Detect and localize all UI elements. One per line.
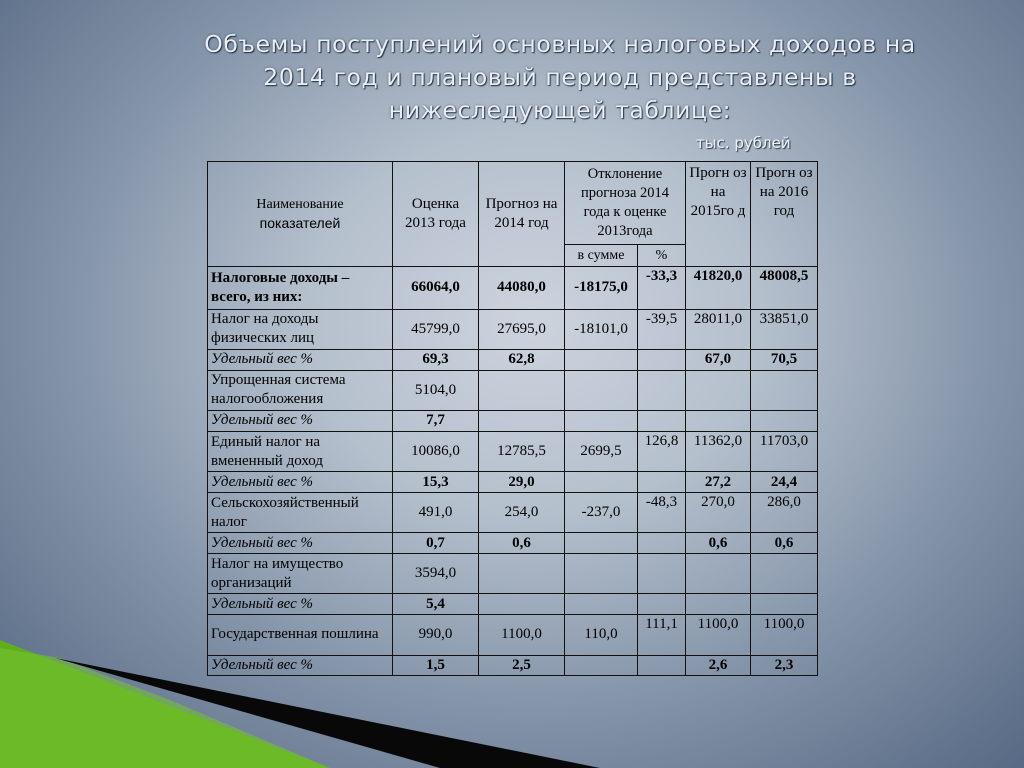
- cell-dev-pct: [638, 472, 686, 492]
- cell-dev-sum: [565, 350, 638, 370]
- table-body: [208, 266, 818, 675]
- cell-dev-sum: [565, 370, 638, 411]
- cell-est2013: 5104,0: [393, 370, 479, 411]
- cell-dev-pct: 111,1: [638, 614, 686, 655]
- cell-dev-pct: -39,5: [638, 309, 686, 350]
- cell-est2013: 491,0: [393, 492, 479, 533]
- cell-dev-sum: [565, 472, 638, 492]
- cell-est2013: 69,3: [393, 350, 479, 370]
- table-row: [208, 266, 818, 309]
- cell-fc2015: [686, 411, 751, 431]
- header-deviation-percent: %: [638, 245, 686, 266]
- cell-fc2016: 11703,0: [751, 431, 818, 472]
- cell-name: Упрощенная система налогообложения: [208, 370, 393, 411]
- table-row: [208, 370, 818, 411]
- cell-fc2015: [686, 370, 751, 411]
- cell-dev-sum: 2699,5: [565, 431, 638, 472]
- cell-name: Налог на имущество организаций: [208, 553, 393, 594]
- cell-dev-sum: -237,0: [565, 492, 638, 533]
- cell-fc2015: [686, 553, 751, 594]
- cell-dev-sum: [565, 553, 638, 594]
- cell-est2013: 5,4: [393, 594, 479, 614]
- cell-fc2014: 0,6: [479, 533, 565, 553]
- header-forecast-2015: Прогн оз на 2015го д: [686, 162, 751, 267]
- cell-name: Государственная пошлина: [208, 614, 393, 655]
- cell-fc2015: [686, 594, 751, 614]
- cell-fc2014: 27695,0: [479, 309, 565, 350]
- header-name: [208, 162, 393, 267]
- title-line-1: Объемы поступлений основных налоговых доходов на: [204, 30, 916, 58]
- cell-est2013: 990,0: [393, 614, 479, 655]
- table-row: [208, 492, 818, 533]
- header-forecast-2016: Прогн оз на 2016 год: [751, 162, 818, 267]
- table-row: [208, 594, 818, 614]
- cell-fc2014: 12785,5: [479, 431, 565, 472]
- cell-fc2015: 28011,0: [686, 309, 751, 350]
- cell-dev-sum: [565, 411, 638, 431]
- cell-dev-pct: [638, 370, 686, 411]
- cell-est2013: 3594,0: [393, 553, 479, 594]
- cell-dev-pct: [638, 594, 686, 614]
- cell-fc2016: [751, 553, 818, 594]
- cell-fc2016: 0,6: [751, 533, 818, 553]
- cell-est2013: 1,5: [393, 655, 479, 676]
- cell-est2013: 45799,0: [393, 309, 479, 350]
- cell-fc2014: 1100,0: [479, 614, 565, 655]
- cell-dev-sum: 110,0: [565, 614, 638, 655]
- cell-fc2016: [751, 411, 818, 431]
- header-forecast-2014: Прогноз на 2014 год: [479, 162, 565, 267]
- cell-name: Налоговые доходы – всего, из них:: [208, 266, 393, 309]
- header-name-line-2: показателей: [259, 214, 341, 231]
- cell-fc2014: [479, 594, 565, 614]
- cell-fc2014: [479, 370, 565, 411]
- cell-dev-pct: 126,8: [638, 431, 686, 472]
- table-row: [208, 472, 818, 492]
- header-deviation-sum: в сумме: [565, 245, 638, 266]
- cell-fc2016: 48008,5: [751, 266, 818, 309]
- cell-name: Удельный вес %: [208, 350, 393, 370]
- cell-fc2015: 27,2: [686, 472, 751, 492]
- cell-fc2014: 29,0: [479, 472, 565, 492]
- cell-fc2014: [479, 411, 565, 431]
- cell-est2013: 7,7: [393, 411, 479, 431]
- cell-fc2015: 1100,0: [686, 614, 751, 655]
- cell-dev-pct: [638, 411, 686, 431]
- table-row: [208, 553, 818, 594]
- cell-dev-pct: [638, 655, 686, 676]
- cell-dev-pct: [638, 553, 686, 594]
- cell-fc2015: 41820,0: [686, 266, 751, 309]
- cell-fc2016: 33851,0: [751, 309, 818, 350]
- cell-fc2016: [751, 370, 818, 411]
- cell-fc2016: 24,4: [751, 472, 818, 492]
- cell-name: Налог на доходы физических лиц: [208, 309, 393, 350]
- cell-est2013: 10086,0: [393, 431, 479, 472]
- cell-dev-pct: -48,3: [638, 492, 686, 533]
- cell-name: Удельный вес %: [208, 411, 393, 431]
- cell-fc2015: 0,6: [686, 533, 751, 553]
- cell-name: Сельскохозяйственный налог: [208, 492, 393, 533]
- cell-est2013: 0,7: [393, 533, 479, 553]
- cell-fc2014: [479, 553, 565, 594]
- header-deviation: Отклонение прогноза 2014 года к оценке 2013года: [565, 162, 686, 245]
- cell-fc2014: 2,5: [479, 655, 565, 676]
- slide-title: [120, 28, 1000, 127]
- title-line-2: 2014 год и плановый период представлены в: [263, 63, 857, 91]
- table-row: [208, 431, 818, 472]
- cell-fc2014: 254,0: [479, 492, 565, 533]
- title-line-3: нижеследующей таблице:: [388, 96, 732, 124]
- cell-dev-pct: -33,3: [638, 266, 686, 309]
- table-row: [208, 309, 818, 350]
- cell-fc2015: 2,6: [686, 655, 751, 676]
- cell-name: Единый налог на вмененный доход: [208, 431, 393, 472]
- cell-fc2016: 70,5: [751, 350, 818, 370]
- table-row: [208, 350, 818, 370]
- unit-label: тыс. рублей: [696, 134, 791, 152]
- cell-fc2015: 67,0: [686, 350, 751, 370]
- cell-fc2016: 286,0: [751, 492, 818, 533]
- cell-fc2015: 11362,0: [686, 431, 751, 472]
- cell-fc2016: 2,3: [751, 655, 818, 676]
- tax-revenue-table: [207, 161, 818, 676]
- cell-fc2016: 1100,0: [751, 614, 818, 655]
- cell-est2013: 66064,0: [393, 266, 479, 309]
- header-estimate-2013: Оценка 2013 года: [393, 162, 479, 267]
- cell-fc2014: 62,8: [479, 350, 565, 370]
- cell-dev-sum: [565, 594, 638, 614]
- header-name-line-1: Наименование: [256, 196, 344, 212]
- cell-dev-pct: [638, 533, 686, 553]
- cell-fc2016: [751, 594, 818, 614]
- table-row: [208, 411, 818, 431]
- cell-fc2014: 44080,0: [479, 266, 565, 309]
- cell-dev-sum: -18175,0: [565, 266, 638, 309]
- cell-name: Удельный вес %: [208, 533, 393, 553]
- cell-name: Удельный вес %: [208, 655, 393, 676]
- corner-decoration: [0, 640, 620, 768]
- cell-dev-pct: [638, 350, 686, 370]
- cell-name: Удельный вес %: [208, 594, 393, 614]
- cell-fc2015: 270,0: [686, 492, 751, 533]
- cell-dev-sum: [565, 533, 638, 553]
- cell-est2013: 15,3: [393, 472, 479, 492]
- table-row: [208, 533, 818, 553]
- cell-dev-sum: -18101,0: [565, 309, 638, 350]
- cell-name: Удельный вес %: [208, 472, 393, 492]
